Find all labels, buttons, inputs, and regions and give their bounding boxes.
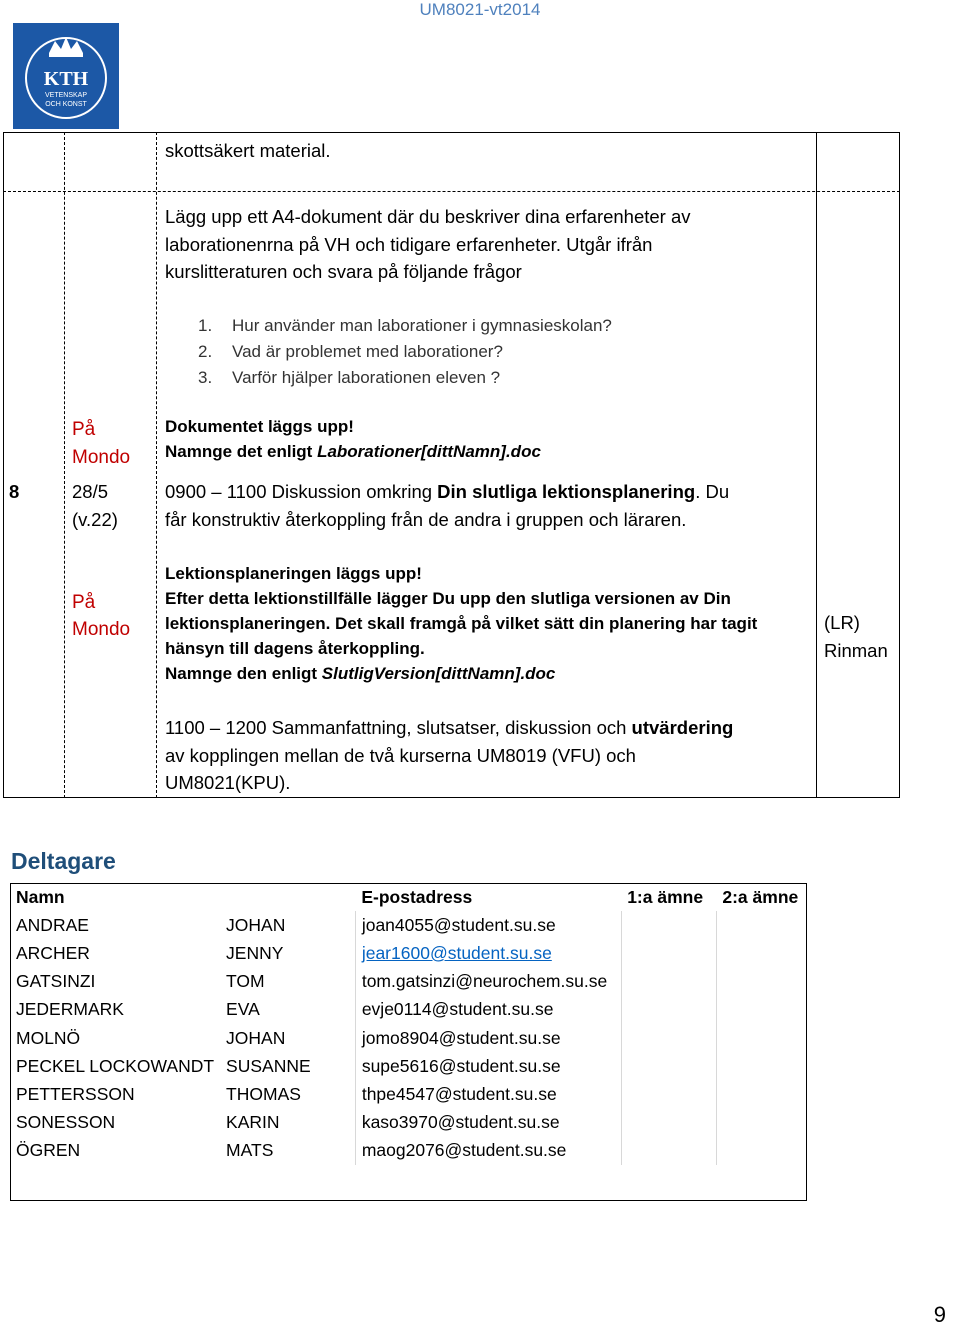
participant-email	[355, 939, 621, 967]
question-text: Varför hjälper laborationen eleven ?	[232, 368, 501, 387]
page-number: 9	[933, 1302, 946, 1327]
plan-instruction: lektionsplaneringen. Det skall framgå på vilket sätt din planering har tagit	[165, 614, 758, 633]
participant-last-name: PECKEL LOCKOWANDT	[16, 1055, 215, 1076]
email-link[interactable]: jear1600@student.su.se	[361, 942, 552, 963]
participant-first-name: TOM	[226, 971, 265, 992]
participant-subject1	[621, 1024, 716, 1052]
participant-subject2	[716, 1109, 807, 1137]
session-date: 28/5	[72, 481, 109, 502]
participant-subject2	[716, 1052, 807, 1080]
plan-naming: Namnge den enligt SlutligVersion[dittNamn].doc	[165, 664, 556, 683]
doc-naming-prefix: Namnge det enligt	[165, 442, 318, 461]
doc-naming	[165, 439, 541, 464]
teacher-name: Rinman	[824, 640, 888, 661]
table-header-row	[10, 883, 807, 911]
participants-heading: Deltagare	[11, 848, 116, 874]
doc-filename: Laborationer[dittNamn].doc	[317, 442, 541, 461]
question-text: Hur använder man laborationer i gymnasieskolan?	[232, 316, 612, 335]
session-2-line: 1100 – 1200 Sammanfattning, slutsatser, diskussion och utvärdering	[165, 717, 734, 738]
participant-first-name: MATS	[226, 1140, 274, 1161]
participant-first-name: THOMAS	[226, 1083, 301, 1104]
participant-last-name: ÖGREN	[16, 1140, 81, 1161]
plan-instruction: hänsyn till dagens återkoppling.	[165, 639, 425, 658]
table-row	[10, 1109, 807, 1137]
teacher-label: (LR)	[824, 612, 860, 633]
participant-last-name: MOLNÖ	[16, 1027, 81, 1048]
participant-email: evje0114@student.su.se	[355, 996, 621, 1024]
session-1-line: får konstruktiv återkoppling från de andra i gruppen och läraren.	[165, 509, 687, 530]
participant-first-name: SUSANNE	[226, 1055, 311, 1076]
participant-subject2	[716, 1137, 807, 1165]
task-intro-line: Lägg upp ett A4-dokument där du beskriver dina erfarenheter av	[165, 206, 691, 227]
participant-subject2	[716, 939, 807, 967]
col-divider	[156, 132, 157, 798]
session-week: (v.22)	[72, 509, 118, 530]
table-row	[10, 939, 807, 967]
session-2-line: av kopplingen mellan de två kurserna UM8019 (VFU) och	[165, 745, 636, 766]
svg-text:VETENSKAP: VETENSKAP	[44, 92, 88, 99]
table-row	[10, 1080, 807, 1108]
participants-table	[10, 883, 807, 1165]
participant-first-name: JENNY	[226, 942, 284, 963]
place-label: Mondo	[72, 619, 131, 640]
plan-instruction: Efter detta lektionstillfälle lägger Du upp den slutliga versionen av Din	[165, 589, 731, 608]
participant-subject1	[621, 1080, 716, 1108]
participant-subject2	[716, 996, 807, 1024]
plan-upload-note: Lektionsplaneringen läggs upp!	[165, 564, 422, 583]
participant-last-name: ANDRAE	[16, 914, 89, 935]
participant-subject1	[621, 939, 716, 967]
participant-subject1	[621, 911, 716, 939]
participant-email: kaso3970@student.su.se	[355, 1109, 621, 1137]
participant-subject1	[621, 1052, 716, 1080]
page-header: UM8021-vt2014	[419, 0, 541, 19]
table-row	[10, 1052, 807, 1080]
participant-first-name: KARIN	[226, 1112, 280, 1133]
table-row	[10, 1137, 807, 1165]
task-intro-line: laborationenrna på VH och tidigare erfarenheter. Utgår ifrån	[165, 234, 653, 255]
plan-filename: SlutligVersion[dittNamn].doc	[321, 664, 556, 683]
table-row	[10, 968, 807, 996]
participant-last-name: ARCHER	[16, 942, 90, 963]
place-label: På	[72, 592, 96, 613]
participant-first-name: JOHAN	[226, 1027, 286, 1048]
col-header-subject1: 1:a ämne	[627, 886, 704, 907]
participant-email: jomo8904@student.su.se	[355, 1024, 621, 1052]
col-divider	[64, 132, 65, 798]
svg-text:OCH KONST: OCH KONST	[45, 101, 87, 108]
participant-subject2	[716, 1024, 807, 1052]
question-number: 1.	[198, 316, 213, 335]
prev-row-text: skottsäkert material.	[165, 140, 331, 161]
week-number: 8	[9, 481, 20, 502]
participant-last-name: PETTERSSON	[16, 1083, 135, 1104]
place-label: På	[72, 419, 96, 440]
participant-subject1	[621, 1137, 716, 1165]
question-number: 2.	[198, 342, 213, 361]
participant-email: supe5616@student.su.se	[355, 1052, 621, 1080]
participant-last-name: SONESSON	[16, 1112, 116, 1133]
participant-last-name: JEDERMARK	[16, 999, 124, 1020]
participant-email: tom.gatsinzi@neurochem.su.se	[355, 968, 621, 996]
table-row	[10, 911, 807, 939]
crown-icon	[13, 23, 119, 129]
participant-last-name: GATSINZI	[16, 971, 96, 992]
participant-first-name: JOHAN	[226, 914, 286, 935]
question-text: Vad är problemet med laborationer?	[232, 342, 503, 361]
participant-email: thpe4547@student.su.se	[355, 1080, 621, 1108]
question-number: 3.	[198, 368, 213, 387]
participant-email: joan4055@student.su.se	[355, 911, 621, 939]
session-2-line: UM8021(KPU).	[165, 772, 291, 793]
task-intro-line: kurslitteraturen och svara på följande frågor	[165, 261, 522, 282]
kth-logo	[13, 23, 119, 129]
table-row	[10, 996, 807, 1024]
participant-subject1	[621, 1109, 716, 1137]
svg-text:KTH: KTH	[43, 68, 89, 90]
col-divider	[816, 132, 817, 798]
participant-subject1	[621, 996, 716, 1024]
participant-subject1	[621, 968, 716, 996]
table-row	[10, 1024, 807, 1052]
participant-subject2	[716, 1080, 807, 1108]
participant-subject2	[716, 911, 807, 939]
place-label: Mondo	[72, 447, 131, 468]
col-header-subject2: 2:a ämne	[722, 886, 799, 907]
participant-email: maog2076@student.su.se	[355, 1137, 621, 1165]
session-1-line: 0900 – 1100 Diskussion omkring Din slutliga lektionsplanering. Du	[165, 481, 730, 502]
col-header-name: Namn	[16, 886, 65, 907]
participant-first-name: EVA	[226, 999, 260, 1020]
participant-subject2	[716, 968, 807, 996]
row-divider	[3, 191, 900, 192]
col-header-email: E-postadress	[361, 886, 473, 907]
doc-upload-note: Dokumentet läggs upp!	[165, 417, 354, 436]
